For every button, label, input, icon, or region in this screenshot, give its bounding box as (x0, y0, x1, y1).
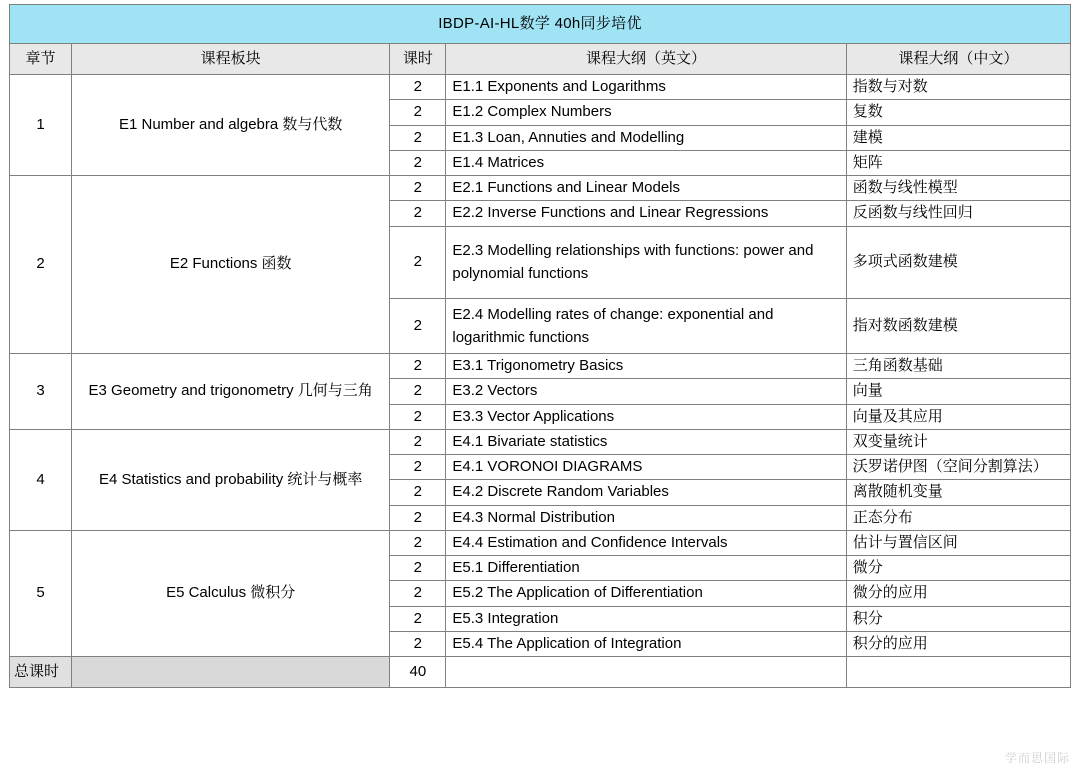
outline-en: E2.4 Modelling rates of change: exponential and logarithmic functions (446, 298, 846, 354)
row-hours: 2 (390, 429, 446, 454)
outline-cn: 指数与对数 (846, 75, 1070, 100)
row-hours: 2 (390, 530, 446, 555)
total-cn-blank (846, 657, 1070, 688)
module-name: E4 Statistics and probability 统计与概率 (72, 429, 390, 530)
outline-en: E4.3 Normal Distribution (446, 505, 846, 530)
outline-cn: 建模 (846, 125, 1070, 150)
row-hours: 2 (390, 404, 446, 429)
row-hours: 2 (390, 556, 446, 581)
module-name: E5 Calculus 微积分 (72, 530, 390, 656)
outline-en: E3.2 Vectors (446, 379, 846, 404)
document-title: IBDP-AI-HL数学 40h同步培优 (10, 5, 1071, 44)
outline-en: E1.3 Loan, Annuties and Modelling (446, 125, 846, 150)
row-hours: 2 (390, 201, 446, 226)
outline-cn: 双变量统计 (846, 429, 1070, 454)
outline-cn: 正态分布 (846, 505, 1070, 530)
module-name: E2 Functions 函数 (72, 176, 390, 354)
row-hours: 2 (390, 75, 446, 100)
outline-en: E2.3 Modelling relationships with functions: power and polynomial functions (446, 226, 846, 298)
row-hours: 2 (390, 176, 446, 201)
table-title-row (10, 5, 1071, 44)
column-header-outline-en: 课程大纲（英文） (446, 44, 846, 75)
outline-cn: 沃罗诺伊图（空间分割算法） (846, 455, 1070, 480)
outline-en: E4.1 VORONOI DIAGRAMS (446, 455, 846, 480)
outline-en: E5.3 Integration (446, 606, 846, 631)
module-name: E1 Number and algebra 数与代数 (72, 75, 390, 176)
syllabus-table (9, 4, 1071, 688)
syllabus-sheet (0, 4, 1080, 770)
outline-cn: 积分 (846, 606, 1070, 631)
outline-en: E5.1 Differentiation (446, 556, 846, 581)
outline-cn: 估计与置信区间 (846, 530, 1070, 555)
outline-cn: 函数与线性模型 (846, 176, 1070, 201)
table-row (10, 429, 1071, 454)
chapter-number: 4 (10, 429, 72, 530)
row-hours: 2 (390, 298, 446, 354)
table-header-row (10, 44, 1071, 75)
outline-cn: 积分的应用 (846, 631, 1070, 656)
row-hours: 2 (390, 480, 446, 505)
row-hours: 2 (390, 379, 446, 404)
chapter-number: 2 (10, 176, 72, 354)
table-row (10, 530, 1071, 555)
total-label: 总课时 (10, 657, 72, 688)
column-header-hours: 课时 (390, 44, 446, 75)
outline-cn: 向量 (846, 379, 1070, 404)
column-header-chapter: 章节 (10, 44, 72, 75)
outline-cn: 矩阵 (846, 150, 1070, 175)
total-en-blank (446, 657, 846, 688)
outline-en: E3.3 Vector Applications (446, 404, 846, 429)
outline-en: E2.2 Inverse Functions and Linear Regressions (446, 201, 846, 226)
row-hours: 2 (390, 581, 446, 606)
outline-en: E5.2 The Application of Differentiation (446, 581, 846, 606)
chapter-number: 5 (10, 530, 72, 656)
table-row (10, 75, 1071, 100)
table-row (10, 176, 1071, 201)
outline-en: E4.2 Discrete Random Variables (446, 480, 846, 505)
row-hours: 2 (390, 125, 446, 150)
outline-en: E5.4 The Application of Integration (446, 631, 846, 656)
row-hours: 2 (390, 455, 446, 480)
outline-cn: 复数 (846, 100, 1070, 125)
total-row (10, 657, 1071, 688)
row-hours: 2 (390, 631, 446, 656)
module-name: E3 Geometry and trigonometry 几何与三角 (72, 354, 390, 430)
outline-en: E1.2 Complex Numbers (446, 100, 846, 125)
chapter-number: 3 (10, 354, 72, 430)
outline-cn: 微分的应用 (846, 581, 1070, 606)
outline-cn: 离散随机变量 (846, 480, 1070, 505)
row-hours: 2 (390, 226, 446, 298)
outline-cn: 反函数与线性回归 (846, 201, 1070, 226)
outline-cn: 三角函数基础 (846, 354, 1070, 379)
table-row (10, 354, 1071, 379)
row-hours: 2 (390, 505, 446, 530)
outline-en: E3.1 Trigonometry Basics (446, 354, 846, 379)
outline-cn: 多项式函数建模 (846, 226, 1070, 298)
chapter-number: 1 (10, 75, 72, 176)
total-module-blank (72, 657, 390, 688)
total-hours: 40 (390, 657, 446, 688)
column-header-outline-cn: 课程大纲（中文） (846, 44, 1070, 75)
column-header-module: 课程板块 (72, 44, 390, 75)
outline-cn: 向量及其应用 (846, 404, 1070, 429)
row-hours: 2 (390, 606, 446, 631)
outline-cn: 微分 (846, 556, 1070, 581)
row-hours: 2 (390, 100, 446, 125)
outline-en: E1.4 Matrices (446, 150, 846, 175)
outline-en: E4.4 Estimation and Confidence Intervals (446, 530, 846, 555)
row-hours: 2 (390, 354, 446, 379)
outline-cn: 指对数函数建模 (846, 298, 1070, 354)
watermark: 学而思国际 (1004, 751, 1070, 765)
row-hours: 2 (390, 150, 446, 175)
outline-en: E2.1 Functions and Linear Models (446, 176, 846, 201)
outline-en: E4.1 Bivariate statistics (446, 429, 846, 454)
outline-en: E1.1 Exponents and Logarithms (446, 75, 846, 100)
